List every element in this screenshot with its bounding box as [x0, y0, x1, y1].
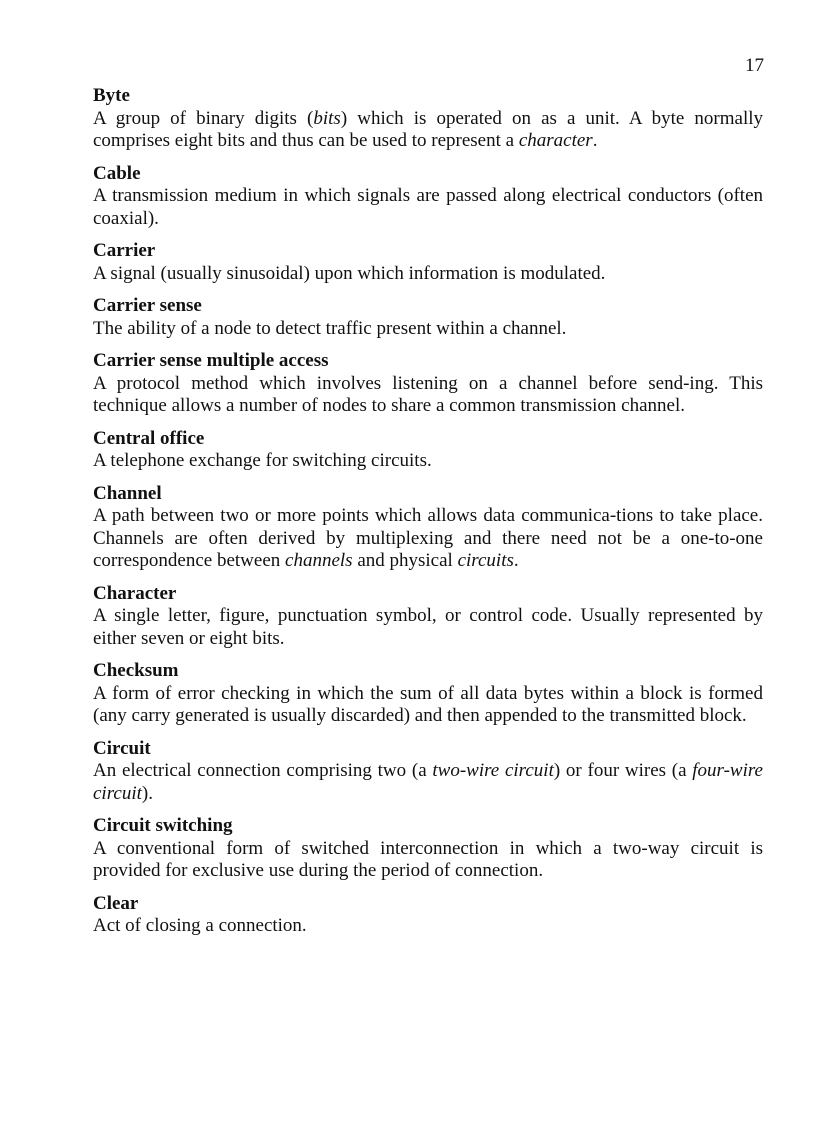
definition-text: An electrical connection comprising two (a — [93, 760, 433, 781]
glossary-entry — [93, 660, 763, 728]
glossary-entry — [93, 893, 763, 938]
glossary-term: Clear — [93, 892, 139, 914]
glossary-term: Central office — [93, 427, 205, 449]
glossary-entry — [93, 163, 763, 231]
glossary-definition — [93, 505, 763, 573]
definition-text: A form of error checking in which the sum of all data bytes within a block is formed (any carry generated is usually discarded) and then appended to the transmitted block. — [93, 682, 763, 726]
page-number: 17 — [745, 55, 764, 76]
glossary-entries — [93, 85, 763, 948]
glossary-definition — [93, 318, 763, 341]
definition-text: A single letter, figure, punctuation symbol, or control code. Usually represented by either seven or eight bits. — [93, 605, 763, 649]
glossary-definition — [93, 263, 763, 286]
definition-text: Act of closing a connection. — [93, 915, 307, 936]
definition-text: ) which is operated on as a unit. A byte normally comprises eight bits and thus can be used to represent a — [93, 107, 763, 151]
italic-term: bits — [313, 107, 341, 129]
glossary-definition — [93, 108, 763, 153]
glossary-term: Checksum — [93, 660, 179, 681]
glossary-entry — [93, 583, 763, 651]
italic-term: two-wire circuit — [432, 760, 554, 781]
glossary-term: Carrier — [93, 240, 156, 261]
glossary-definition — [93, 915, 763, 938]
definition-text: A path between two or more points which allows data communica-tions to take place. Channels are often derived by multiplexing and there need not be a one-to-one correspondence between — [93, 505, 763, 571]
glossary-entry — [93, 428, 763, 473]
definition-text: . — [592, 130, 598, 151]
definition-text: A conventional form of switched interconnection in which a two-way circuit is provided for exclusive use during the period of connection. — [93, 837, 763, 881]
glossary-entry — [93, 483, 763, 573]
glossary-term: Carrier sense multiple access — [93, 350, 329, 371]
glossary-term: Cable — [93, 162, 141, 184]
glossary-entry — [93, 815, 763, 883]
glossary-definition — [93, 605, 763, 650]
glossary-definition — [93, 683, 763, 728]
definition-text: A protocol method which involves listening on a channel before send-ing. This technique allows a number of nodes to share a common transmission channel. — [93, 372, 763, 416]
glossary-entry — [93, 738, 763, 806]
glossary-definition — [93, 450, 763, 473]
glossary-term: Character — [93, 582, 177, 604]
italic-term: channels — [285, 550, 353, 571]
italic-term: circuits — [457, 550, 514, 571]
definition-text: A transmission medium in which signals are passed along electrical conductors (often coaxial). — [93, 185, 763, 229]
glossary-term: Byte — [93, 85, 130, 106]
definition-text: The ability of a node to detect traffic present within a channel. — [93, 317, 567, 339]
glossary-term: Carrier sense — [93, 295, 202, 316]
glossary-definition — [93, 838, 763, 883]
glossary-term: Circuit — [93, 737, 151, 759]
glossary-entry — [93, 350, 763, 418]
definition-text: A signal (usually sinusoidal) upon which information is modulated. — [93, 262, 606, 284]
glossary-definition — [93, 760, 763, 805]
glossary-entry — [93, 240, 763, 285]
definition-text: A telephone exchange for switching circuits. — [93, 450, 432, 471]
glossary-definition — [93, 185, 763, 230]
glossary-definition — [93, 373, 763, 418]
definition-text: and physical — [352, 550, 458, 571]
glossary-term: Circuit switching — [93, 815, 233, 836]
glossary-term: Channel — [93, 482, 162, 504]
italic-term: four-wire circuit — [93, 760, 763, 804]
definition-text: ) or four wires (a — [553, 760, 693, 781]
definition-text: ). — [141, 782, 153, 804]
glossary-entry — [93, 85, 763, 153]
definition-text: . — [513, 550, 519, 571]
italic-term: character — [518, 130, 593, 151]
glossary-entry — [93, 295, 763, 340]
definition-text: A group of binary digits ( — [93, 107, 314, 129]
